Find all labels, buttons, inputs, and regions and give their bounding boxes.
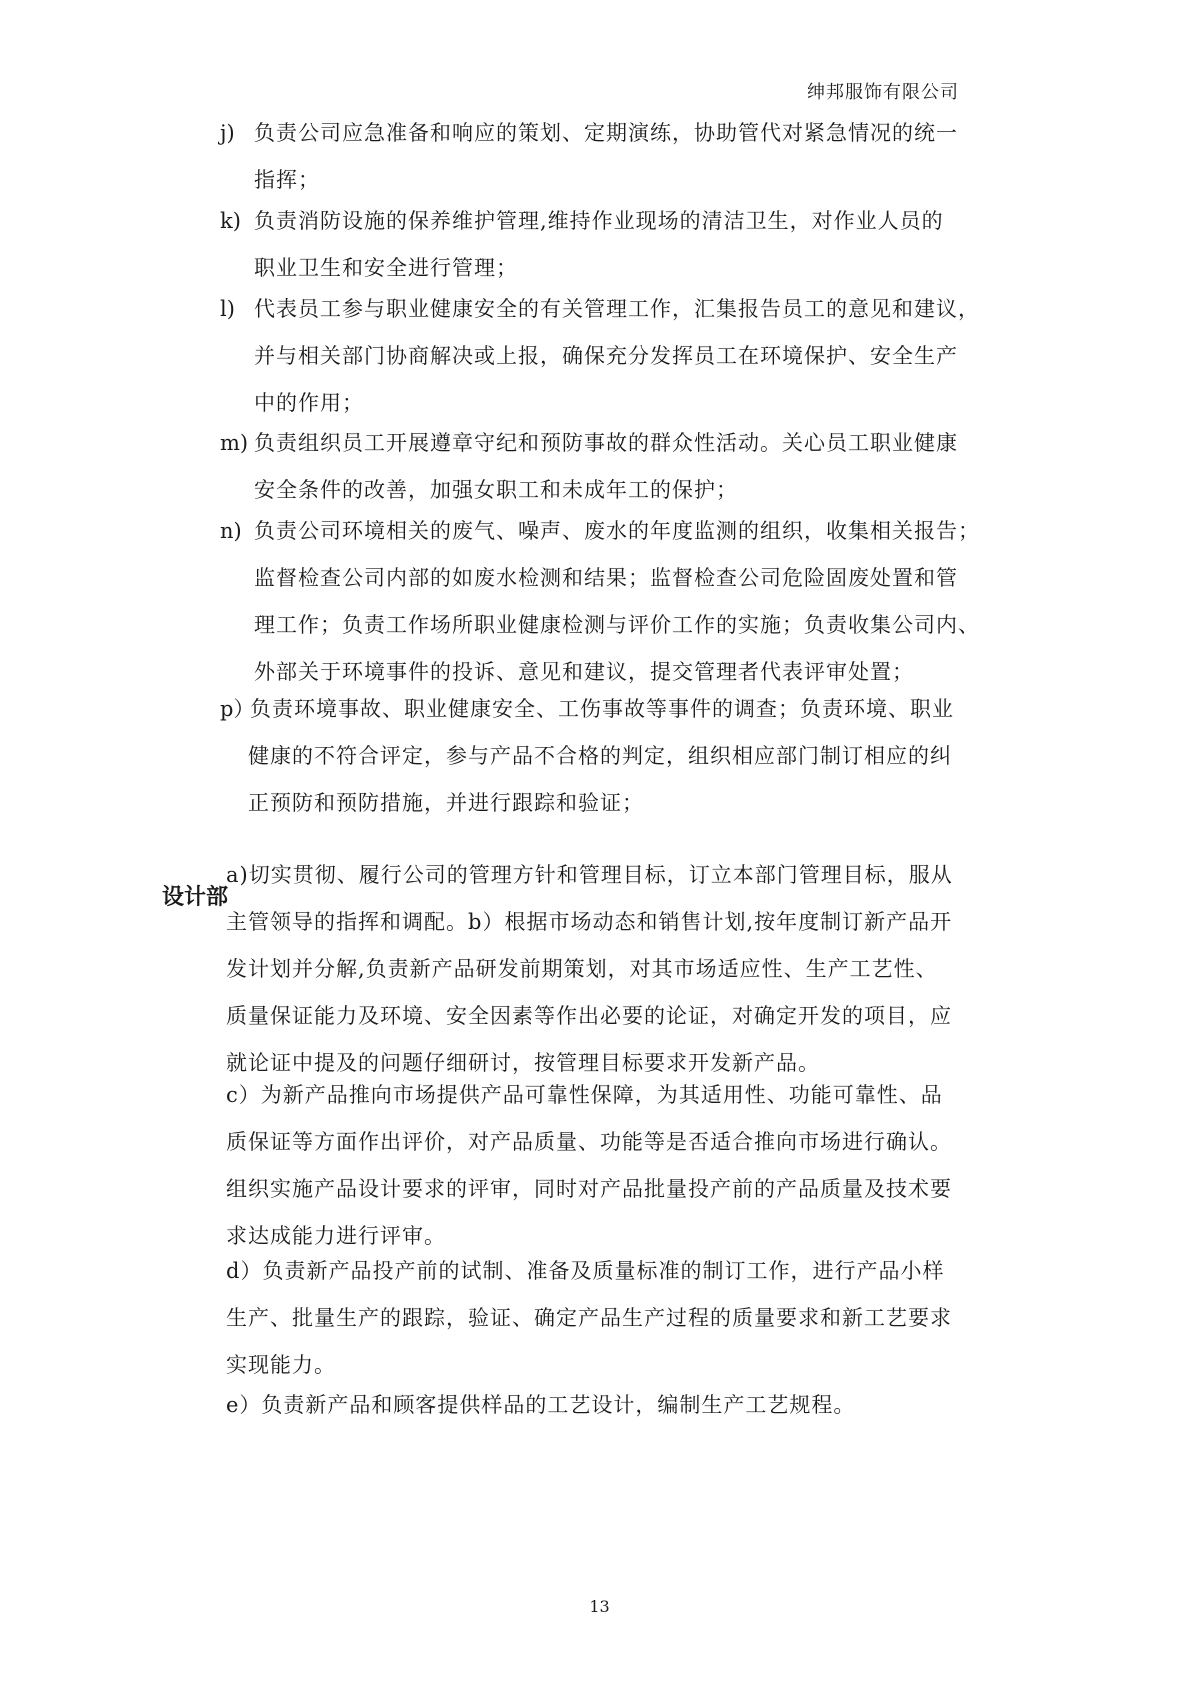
paragraph-line: 发计划并分解,负责新产品研发前期策划，对其市场适应性、生产工艺性、 xyxy=(226,957,938,981)
list-item xyxy=(220,686,1020,827)
paragraph-line: 求达成能力进行评审。 xyxy=(226,1224,446,1248)
list-item-line: 监督检查公司内部的如废水检测和结果；监督检查公司危险固废处置和管 xyxy=(254,566,958,590)
paragraph-line: 组织实施产品设计要求的评审，同时对产品批量投产前的产品质量及技术要 xyxy=(226,1177,952,1201)
list-item xyxy=(220,286,1020,427)
list-item-line: 负责公司应急准备和响应的策划、定期演练，协助管代对紧急情况的统一 xyxy=(254,121,958,145)
paragraph-line: 实现能力。 xyxy=(226,1353,336,1377)
paragraph-line: 主管领导的指挥和调配。b）根据市场动态和销售计划,按年度制订新产品开 xyxy=(226,910,953,934)
paragraph xyxy=(226,1248,1056,1389)
paragraph-line: c）为新产品推向市场提供产品可靠性保障，为其适用性、功能可靠性、品 xyxy=(226,1083,943,1107)
paragraph xyxy=(226,852,1056,1087)
paragraph-line: 生产、批量生产的跟踪，验证、确定产品生产过程的质量要求和新工艺要求 xyxy=(226,1306,952,1330)
list-item-line: 正预防和预防措施，并进行跟踪和验证； xyxy=(248,791,644,815)
paragraph-line: e）负责新产品和顾客提供样品的工艺设计，编制生产工艺规程。 xyxy=(226,1393,856,1417)
list-item-label: n) xyxy=(220,519,242,543)
list-item-label: k) xyxy=(220,209,241,233)
list-item-label: p） xyxy=(220,697,255,721)
list-item xyxy=(220,508,1020,696)
list-item-label: m) xyxy=(220,431,249,455)
list-item-line: 并与相关部门协商解决或上报，确保充分发挥员工在环境保护、安全生产 xyxy=(254,344,958,368)
list-item-label: j) xyxy=(220,121,235,145)
paragraph xyxy=(226,1382,1056,1429)
list-item xyxy=(220,420,1020,514)
section-title: 设计部 xyxy=(162,885,229,910)
list-item-line: 职业卫生和安全进行管理； xyxy=(254,256,518,280)
company-header: 绅邦服饰有限公司 xyxy=(807,82,959,103)
paragraph-line: a)切实贯彻、履行公司的管理方针和管理目标，订立本部门管理目标，服从 xyxy=(226,863,953,887)
list-item-line: 中的作用； xyxy=(254,391,364,415)
list-item-line: 负责公司环境相关的废气、噪声、废水的年度监测的组织，收集相关报告； xyxy=(254,519,980,543)
paragraph-line: 质量保证能力及环境、安全因素等作出必要的论证，对确定开发的项目，应 xyxy=(226,1004,952,1028)
list-item-line: 安全条件的改善，加强女职工和未成年工的保护； xyxy=(254,478,738,502)
paragraph-line: 质保证等方面作出评价，对产品质量、功能等是否适合推向市场进行确认。 xyxy=(226,1130,952,1154)
list-item-line: 负责消防设施的保养维护管理,维持作业现场的清洁卫生，对作业人员的 xyxy=(254,209,944,233)
paragraph-line: d）负责新产品投产前的试制、准备及质量标准的制订工作，进行产品小样 xyxy=(226,1259,945,1283)
list-item-line: 健康的不符合评定，参与产品不合格的判定，组织相应部门制订相应的纠 xyxy=(248,744,952,768)
list-item-line: 指挥； xyxy=(254,168,320,192)
page-number: 13 xyxy=(589,1597,610,1616)
list-item-line: 理工作；负责工作场所职业健康检测与评价工作的实施；负责收集公司内、 xyxy=(254,613,980,637)
list-item-line: 负责环境事故、职业健康安全、工伤事故等事件的调查；负责环境、职业 xyxy=(250,697,954,721)
paragraph-line: 就论证中提及的问题仔细研讨，按管理目标要求开发新产品。 xyxy=(226,1051,820,1075)
paragraph xyxy=(226,1072,1056,1260)
list-item-line: 外部关于环境事件的投诉、意见和建议，提交管理者代表评审处置； xyxy=(254,660,914,684)
list-item-line: 负责组织员工开展遵章守纪和预防事故的群众性活动。关心员工职业健康 xyxy=(254,431,958,455)
list-item-line: 代表员工参与职业健康安全的有关管理工作，汇集报告员工的意见和建议， xyxy=(254,297,980,321)
list-item xyxy=(220,198,1020,292)
list-item xyxy=(220,110,1020,204)
list-item-label: l) xyxy=(220,297,235,321)
